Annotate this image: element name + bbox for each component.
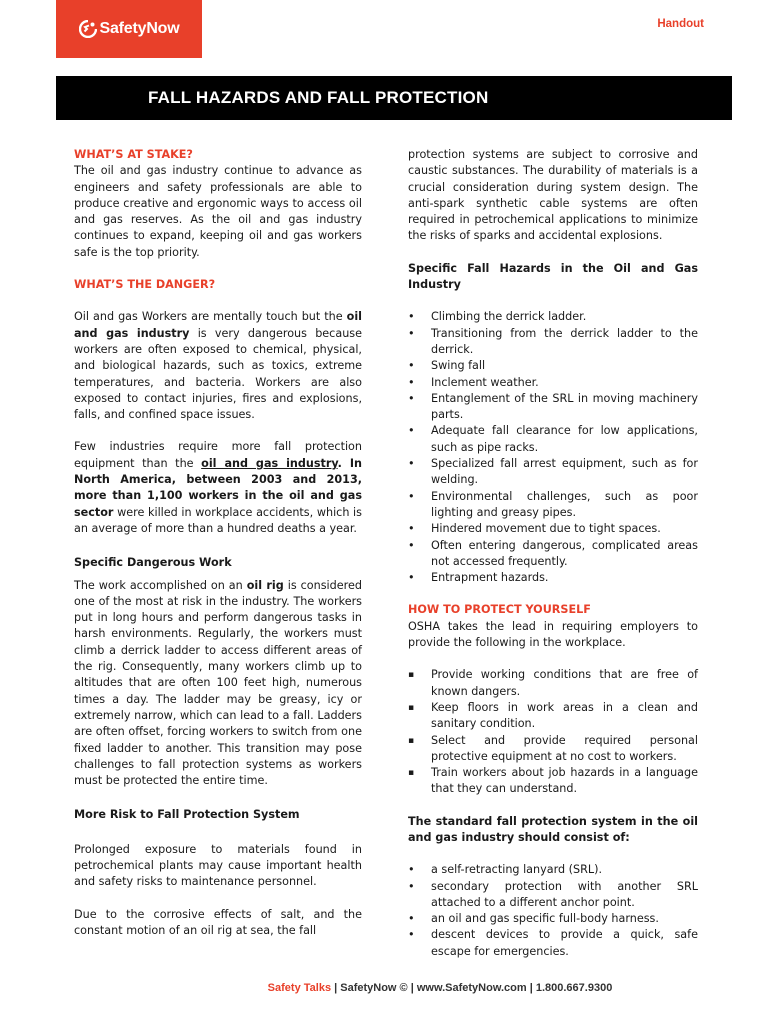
- oil-gas-industry-link[interactable]: oil and gas industry: [201, 456, 338, 470]
- list-item: • descent devices to provide a quick, safe escape for emergencies.: [408, 927, 698, 960]
- list-item: • secondary protection with another SRL attached to a different anchor point.: [408, 879, 698, 912]
- danger-paragraph-1: Oil and gas Workers are mentally touch but the oil and gas industry is very dangerous because workers are often exposed to chemical, physical, and biological hazards, such as toxics, extreme temperatures, and bacteria. Workers are also exposed to contact injuries, fires and explosions, falls, and confined space issues.: [74, 310, 362, 422]
- footer: [0, 982, 770, 994]
- risk-paragraph-1: Prolonged exposure to materials found in petrochemical plants may cause important health and safety risks to maintenance personnel.: [74, 842, 362, 889]
- hazards-heading: Specific Fall Hazards in the Oil and Gas Industry: [408, 261, 698, 292]
- list-item: • an oil and gas specific full-body harness.: [408, 911, 698, 927]
- list-item: ▪ Provide working conditions that are free of known dangers.: [408, 667, 698, 700]
- continued-body: protection systems are subject to corrosive and caustic substances. The durability of materials is a crucial consideration during system design. The anti-spark synthetic cable systems are often required in petrochemical applications to minimize the risks of sparks and accidental explosions.: [408, 148, 698, 243]
- footer-label: Safety Talks: [267, 982, 332, 994]
- list-item: ▪ Train workers about job hazards in a language that they can understand.: [408, 765, 698, 798]
- hazards-list: [408, 309, 698, 586]
- list-item: • Transitioning from the derrick ladder to the derrick.: [408, 326, 698, 359]
- risk-heading: More Risk to Fall Protection System: [74, 808, 300, 822]
- protect-list: [408, 667, 698, 797]
- list-item: • Entanglement of the SRL in moving machinery parts.: [408, 391, 698, 424]
- standard-list: [408, 862, 698, 960]
- left-column: [74, 147, 362, 939]
- list-item: • Inclement weather.: [408, 375, 698, 391]
- protect-heading: HOW TO PROTECT YOURSELF: [408, 603, 591, 617]
- standard-heading: The standard fall protection system in the oil and gas industry should consist of:: [408, 814, 698, 844]
- list-item: • Climbing the derrick ladder.: [408, 309, 698, 325]
- page-title: FALL HAZARDS AND FALL PROTECTION: [56, 76, 732, 120]
- danger-paragraph-2: Few industries require more fall protection equipment than the oil and gas industry. In North America, between 2003 and 2013, more than 1,100 workers in the oil and gas sector were killed in workplace accidents, which is an average of more than a hundred deaths a year.: [74, 440, 362, 535]
- right-column: [408, 147, 698, 960]
- handout-label: Handout: [657, 18, 704, 30]
- stake-heading: WHAT’S AT STAKE?: [74, 148, 193, 161]
- list-item: • Swing fall: [408, 358, 698, 374]
- oil-gas-sector-bold: oil and gas sector: [74, 489, 362, 519]
- list-item: ▪ Keep floors in work areas in a clean and sanitary condition.: [408, 700, 698, 733]
- list-item: ▪ Select and provide required personal protective equipment at no cost to workers.: [408, 733, 698, 766]
- stake-body: The oil and gas industry continue to advance as engineers and safety professionals are able to produce creative and ergonomic ways to access oil and gas reserves. As the oil and gas industry continues to expand, keeping oil and gas workers safe is the top priority.: [74, 164, 362, 259]
- logo-text: SafetyNow: [99, 20, 180, 37]
- work-body: The work accomplished on an oil rig is considered one of the most at risk in the industry. The workers put in long hours and perform dangerous tasks in harsh environments. Regularly, the workers must climb a derrick ladder to access different areas of the rig. Consequently, many workers climb up to altitudes that are often 100 feet high, numerous times a day. The ladder may be greasy, icy or extremely narrow, which can lead to a fall. Ladders are often offset, forcing workers to switch from one fixed ladder to another. This transition may pose challenges to fall protection systems as workers must be protected the entire time.: [74, 578, 362, 788]
- list-item: • Specialized fall arrest equipment, such as for welding.: [408, 456, 698, 489]
- risk-paragraph-2: Due to the corrosive effects of salt, and the constant motion of an oil rig at sea, the fall: [74, 907, 362, 937]
- safetynow-logo-icon: [79, 20, 97, 38]
- list-item: • Entrapment hazards.: [408, 570, 698, 586]
- list-item: • Often entering dangerous, complicated areas not accessed frequently.: [408, 538, 698, 571]
- footer-contact: | SafetyNow © | www.SafetyNow.com | 1.800.667.9300: [331, 982, 613, 994]
- list-item: • Hindered movement due to tight spaces.: [408, 521, 698, 537]
- list-item: • Adequate fall clearance for low applications, such as pipe racks.: [408, 423, 698, 456]
- danger-heading: WHAT’S THE DANGER?: [74, 278, 216, 292]
- list-item: • Environmental challenges, such as poor lighting and greasy pipes.: [408, 489, 698, 522]
- work-heading: Specific Dangerous Work: [74, 556, 232, 570]
- list-item: • a self-retracting lanyard (SRL).: [408, 862, 698, 878]
- logo: [56, 0, 202, 58]
- protect-body: OSHA takes the lead in requiring employers to provide the following in the workplace.: [408, 619, 698, 650]
- oil-gas-industry-bold: oil and gas industry: [74, 310, 362, 340]
